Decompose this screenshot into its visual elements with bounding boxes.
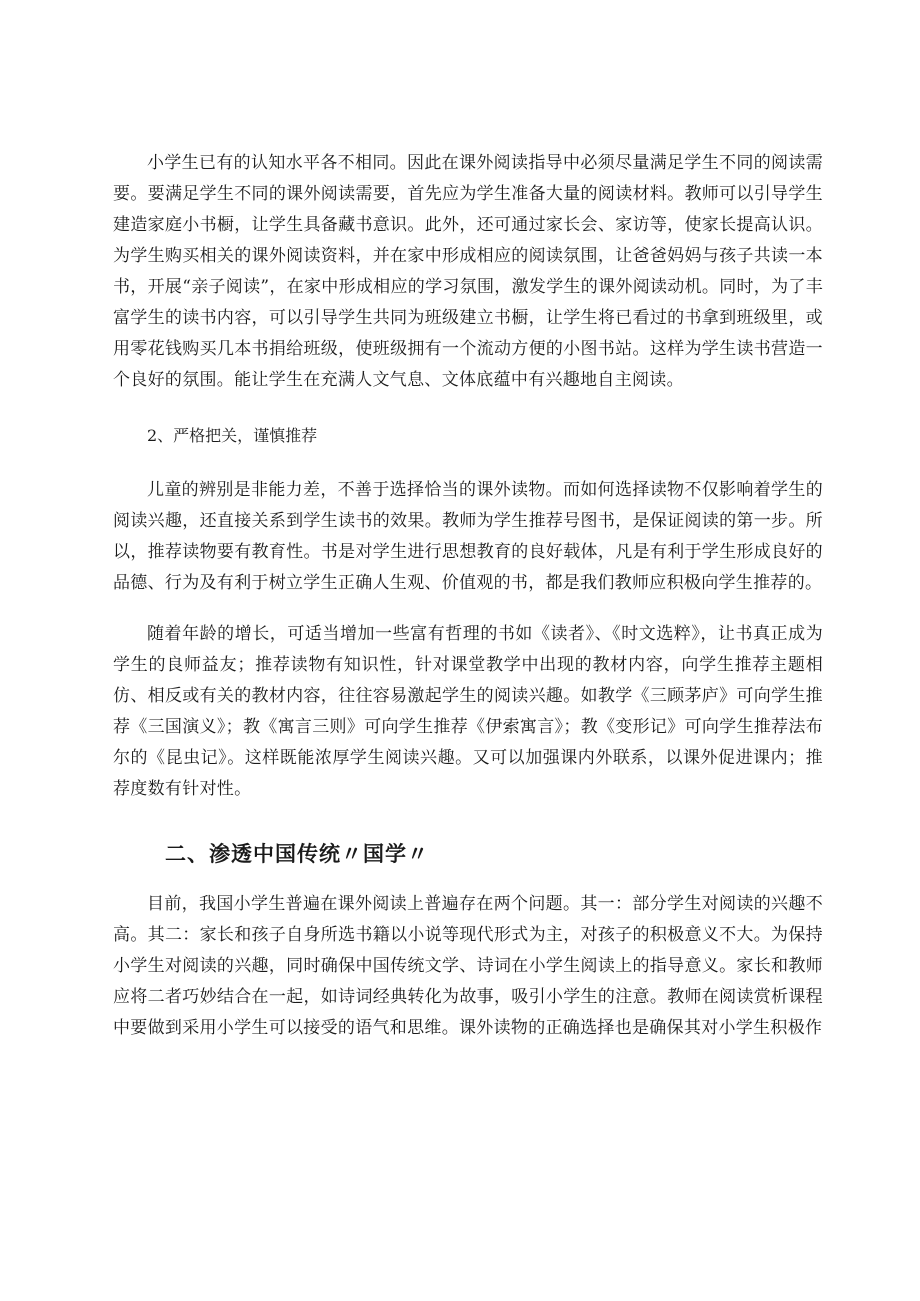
paragraph-children-discernment: 儿童的辨别是非能力差，不善于选择恰当的课外读物。而如何选择读物不仅影响着学生的阅读兴趣，还直接关系到学生读书的效果。教师为学生推荐号图书，是保证阅读的第一步。所以，推荐读物要有教育性。书是对学生进行思想教育的良好载体，凡是有利于学生形成良好的品德、行为及有利于树立学生正确人生观、价值观的书，都是我们教师应积极向学生推荐的。	[113, 480, 823, 593]
paragraph-current-problems: 目前，我国小学生普遍在课外阅读上普遍存在两个问题。其一：部分学生对阅读的兴趣不高。其二：家长和孩子自身所选书籍以小说等现代形式为主，对孩子的积极意义不大。为保持小学生对阅读的兴趣，同时确保中国传统文学、诗词在小学生阅读上的指导意义。家长和教师应将二者巧妙结合在一起，如诗词经典转化为故事，吸引小学生的注意。教师在阅读赏析课程中要做到采用小学生可以接受的语气和思维。课外读物的正确选择也是确保其对小学生积极作	[113, 894, 823, 1038]
section-heading-guoxue: 二、渗透中国传统〃国学〃	[165, 842, 429, 866]
document-page	[113, 148, 823, 1044]
paragraph-reading-needs: 小学生已有的认知水平各不相同。因此在课外阅读指导中必须尽量满足学生不同的阅读需要。要满足学生不同的课外阅读需要，首先应为学生准备大量的阅读材料。教师可以引导学生建造家庭小书橱，让学生具备藏书意识。此外，还可通过家长会、家访等，使家长提高认识。为学生购买相关的课外阅读资料，并在家中形成相应的阅读氛围，让爸爸妈妈与孩子共读一本书，开展“亲子阅读”，在家中形成相应的学习氛围，激发学生的课外阅读动机。同时，为了丰富学生的读书内容，可以引导学生共同为班级建立书橱，让学生将已看过的书拿到班级里，或用零花钱购买几本书捐给班级，使班级拥有一个流动方便的小图书站。这样为学生读书营造一个良好的氛围。能让学生在充满人文气息、文体底蕴中有兴趣地自主阅读。	[113, 153, 823, 390]
subheading-strict-recommendation: 2、严格把关，谨慎推荐	[147, 426, 318, 445]
paragraph-age-growth: 随着年龄的增长，可适当增加一些富有哲理的书如《读者》、《时文选粹》，让书真正成为学生的良师益友；推荐读物有知识性，针对课堂教学中出现的教材内容，向学生推荐主题相仿、相反或有关的教材内容，往往容易激起学生的阅读兴趣。如教学《三顾茅庐》可向学生推荐《三国演义》；教《寓言三则》可向学生推荐《伊索寓言》；教《变形记》可向学生推荐法布尔的《昆虫记》。这样既能浓厚学生阅读兴趣。又可以加强课内外联系，以课外促进课内；推荐度数有针对性。	[113, 624, 823, 799]
